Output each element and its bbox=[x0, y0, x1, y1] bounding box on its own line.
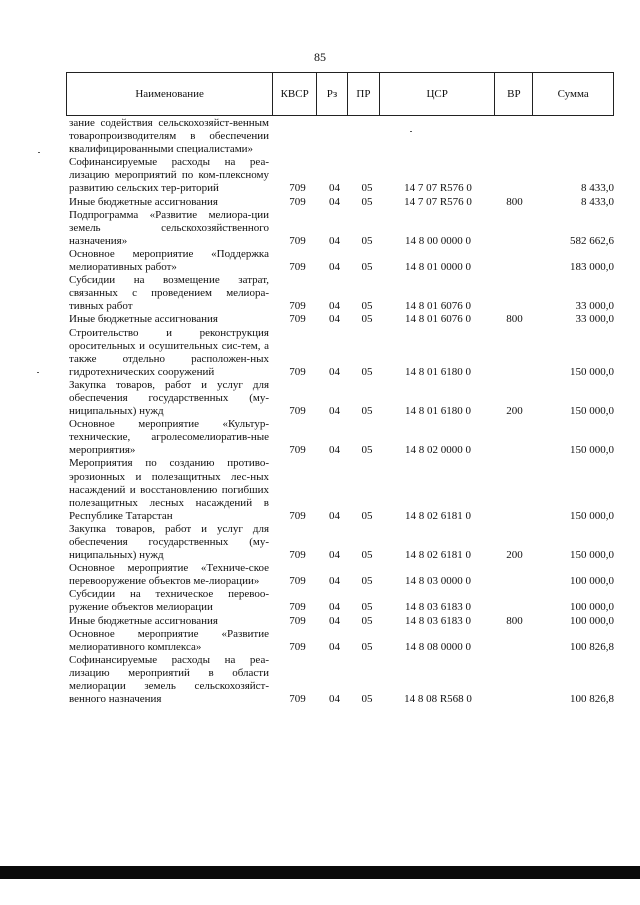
cell-pr: 05 bbox=[361, 640, 373, 653]
cell-sum: 33 000,0 bbox=[575, 313, 614, 326]
cell-name: Основное мероприятие «Техниче-ское перевооружение объектов ме-лиорации» bbox=[69, 562, 269, 588]
cell-csr: 14 8 01 0000 0 bbox=[405, 261, 471, 274]
cell-rz: 04 bbox=[329, 693, 340, 706]
cell-name: Иные бюджетные ассигнования bbox=[69, 195, 218, 208]
cell-sum: 100 826,8 bbox=[570, 640, 614, 653]
cell-vr: 200 bbox=[506, 549, 523, 562]
cell-pr: 05 bbox=[361, 575, 373, 588]
cell-vr: 800 bbox=[506, 614, 523, 627]
cell-csr: 14 8 01 6180 0 bbox=[405, 405, 471, 418]
cell-rz: 04 bbox=[329, 640, 340, 653]
table-row bbox=[69, 588, 614, 614]
cell-name: Софинансируемые расходы на реа-лизацию мероприятий в области мелиорации земель сельскохозяйст-венного назначения bbox=[69, 653, 269, 706]
scan-speck bbox=[37, 372, 39, 373]
cell-kvsr: 709 bbox=[289, 300, 306, 313]
cell-rz: 04 bbox=[329, 261, 340, 274]
scan-bottom-edge bbox=[0, 866, 640, 879]
cell-kvsr: 709 bbox=[289, 509, 306, 522]
cell-pr: 05 bbox=[361, 182, 373, 195]
cell-pr: 05 bbox=[361, 365, 373, 378]
cell-name: зание содействия сельскохозяйст-венным товаропроизводителям в обеспечении квалифицированными специалистами» bbox=[69, 117, 269, 156]
cell-pr: 05 bbox=[361, 300, 373, 313]
cell-csr: 14 8 01 6180 0 bbox=[405, 365, 471, 378]
cell-kvsr: 709 bbox=[289, 365, 306, 378]
cell-rz: 04 bbox=[329, 405, 340, 418]
cell-csr: 14 7 07 R576 0 bbox=[404, 195, 472, 208]
cell-pr: 05 bbox=[361, 549, 373, 562]
table-header bbox=[66, 72, 614, 116]
cell-csr: 14 7 07 R576 0 bbox=[404, 182, 472, 195]
table-row bbox=[69, 654, 614, 706]
cell-sum: 150 000,0 bbox=[570, 405, 614, 418]
cell-pr: 05 bbox=[361, 601, 373, 614]
table-row bbox=[69, 562, 614, 588]
cell-rz: 04 bbox=[329, 549, 340, 562]
cell-rz: 04 bbox=[329, 365, 340, 378]
cell-sum: 100 000,0 bbox=[570, 614, 614, 627]
cell-pr: 05 bbox=[361, 234, 373, 247]
cell-name: Подпрограмма «Развитие мелиора-ции земель сельскохозяйственного назначения» bbox=[69, 208, 269, 247]
cell-kvsr: 709 bbox=[289, 693, 306, 706]
cell-rz: 04 bbox=[329, 601, 340, 614]
cell-csr: 14 8 08 R568 0 bbox=[404, 693, 472, 706]
table-row bbox=[69, 274, 614, 313]
cell-kvsr: 709 bbox=[289, 195, 306, 208]
cell-sum: 100 000,0 bbox=[570, 601, 614, 614]
cell-csr: 14 8 02 6181 0 bbox=[405, 549, 471, 562]
cell-name: Закупка товаров, работ и услуг для обеспечения государственных (му-ниципальных) нужд bbox=[69, 378, 269, 418]
cell-kvsr: 709 bbox=[289, 182, 306, 195]
cell-csr: 14 8 01 6076 0 bbox=[405, 313, 471, 326]
cell-pr: 05 bbox=[361, 509, 373, 522]
cell-sum: 150 000,0 bbox=[570, 365, 614, 378]
cell-csr: 14 8 03 6183 0 bbox=[405, 614, 471, 627]
cell-rz: 04 bbox=[329, 300, 340, 313]
scan-speck bbox=[410, 131, 412, 132]
cell-name: Строительство и реконструкция оросительных и осушительных сис-тем, а также отдельно расположен-ных гидротехнических сооружений bbox=[69, 326, 269, 378]
table-row bbox=[69, 615, 614, 628]
cell-name: Субсидии на возмещение затрат, связанных с проведением мелиора-тивных работ bbox=[69, 274, 269, 313]
cell-csr: 14 8 08 0000 0 bbox=[405, 640, 471, 653]
cell-pr: 05 bbox=[361, 313, 373, 326]
table-row bbox=[69, 156, 614, 195]
cell-sum: 100 000,0 bbox=[570, 575, 614, 588]
cell-sum: 150 000,0 bbox=[570, 549, 614, 562]
table-row bbox=[69, 313, 614, 326]
cell-csr: 14 8 02 6181 0 bbox=[405, 509, 471, 522]
header-rz: Рз bbox=[316, 73, 347, 115]
cell-sum: 183 000,0 bbox=[570, 261, 614, 274]
table-row bbox=[69, 379, 614, 418]
cell-name: Софинансируемые расходы на реа-лизацию мероприятий по ком-плексному развитию сельских тер-риторий bbox=[69, 156, 269, 195]
cell-csr: 14 8 03 0000 0 bbox=[405, 575, 471, 588]
cell-pr: 05 bbox=[361, 195, 373, 208]
cell-csr: 14 8 03 6183 0 bbox=[405, 601, 471, 614]
cell-sum: 150 000,0 bbox=[570, 509, 614, 522]
cell-sum: 8 433,0 bbox=[581, 182, 614, 195]
header-kvsr: КВСР bbox=[272, 73, 316, 115]
table-row bbox=[69, 117, 614, 156]
cell-rz: 04 bbox=[329, 509, 340, 522]
table-row bbox=[69, 418, 614, 457]
cell-rz: 04 bbox=[329, 614, 340, 627]
table-row bbox=[69, 523, 614, 562]
cell-kvsr: 709 bbox=[289, 575, 306, 588]
table-row bbox=[69, 209, 614, 248]
cell-rz: 04 bbox=[329, 234, 340, 247]
header-vr: ВР bbox=[494, 73, 532, 115]
cell-name: Иные бюджетные ассигнования bbox=[69, 614, 218, 627]
cell-name: Основное мероприятие «Культур-технические, агролесомелиоратив-ные мероприятия» bbox=[69, 418, 269, 457]
page-number: 85 bbox=[314, 50, 326, 64]
cell-pr: 05 bbox=[361, 614, 373, 627]
cell-sum: 100 826,8 bbox=[570, 693, 614, 706]
cell-kvsr: 709 bbox=[289, 444, 306, 457]
cell-kvsr: 709 bbox=[289, 261, 306, 274]
table-row bbox=[69, 248, 614, 274]
table-row bbox=[69, 628, 614, 654]
cell-rz: 04 bbox=[329, 444, 340, 457]
cell-rz: 04 bbox=[329, 575, 340, 588]
header-name: Наименование bbox=[135, 88, 204, 100]
cell-name: Основное мероприятие «Развитие мелиоративного комплекса» bbox=[69, 627, 269, 653]
cell-pr: 05 bbox=[361, 261, 373, 274]
cell-pr: 05 bbox=[361, 444, 373, 457]
cell-pr: 05 bbox=[361, 405, 373, 418]
header-sum: Сумма bbox=[532, 73, 613, 115]
cell-name: Мероприятия по созданию противо-эрозионных и полезащитных лес-ных насаждений и восстановлению погибших полезащитных лесных насаждений в Республике Татарстан bbox=[69, 457, 269, 522]
table-row bbox=[69, 327, 614, 379]
cell-sum: 33 000,0 bbox=[575, 300, 614, 313]
cell-sum: 8 433,0 bbox=[581, 195, 614, 208]
cell-sum: 150 000,0 bbox=[570, 444, 614, 457]
cell-name: Субсидии на техническое перевоо-ружение объектов мелиорации bbox=[69, 588, 269, 614]
cell-csr: 14 8 02 0000 0 bbox=[405, 444, 471, 457]
cell-kvsr: 709 bbox=[289, 614, 306, 627]
cell-name: Основное мероприятие «Поддержка мелиоративных работ» bbox=[69, 247, 269, 274]
cell-kvsr: 709 bbox=[289, 640, 306, 653]
cell-vr: 800 bbox=[506, 195, 523, 208]
cell-rz: 04 bbox=[329, 313, 340, 326]
cell-csr: 14 8 00 0000 0 bbox=[405, 234, 471, 247]
cell-kvsr: 709 bbox=[289, 549, 306, 562]
cell-name: Иные бюджетные ассигнования bbox=[69, 313, 218, 326]
cell-rz: 04 bbox=[329, 182, 340, 195]
cell-csr: 14 8 01 6076 0 bbox=[405, 300, 471, 313]
cell-kvsr: 709 bbox=[289, 234, 306, 247]
cell-vr: 800 bbox=[506, 313, 523, 326]
table-row bbox=[69, 196, 614, 209]
table-row bbox=[69, 457, 614, 522]
table-body bbox=[69, 117, 614, 706]
cell-kvsr: 709 bbox=[289, 313, 306, 326]
cell-sum: 582 662,6 bbox=[570, 234, 614, 247]
cell-vr: 200 bbox=[506, 405, 523, 418]
cell-name: Закупка товаров, работ и услуг для обеспечения государственных (му-ниципальных) нужд bbox=[69, 522, 269, 562]
cell-pr: 05 bbox=[361, 693, 373, 706]
header-pr: ПР bbox=[347, 73, 379, 115]
cell-rz: 04 bbox=[329, 195, 340, 208]
cell-kvsr: 709 bbox=[289, 405, 306, 418]
cell-kvsr: 709 bbox=[289, 601, 306, 614]
scan-speck bbox=[38, 152, 40, 153]
header-csr: ЦСР bbox=[379, 73, 495, 115]
